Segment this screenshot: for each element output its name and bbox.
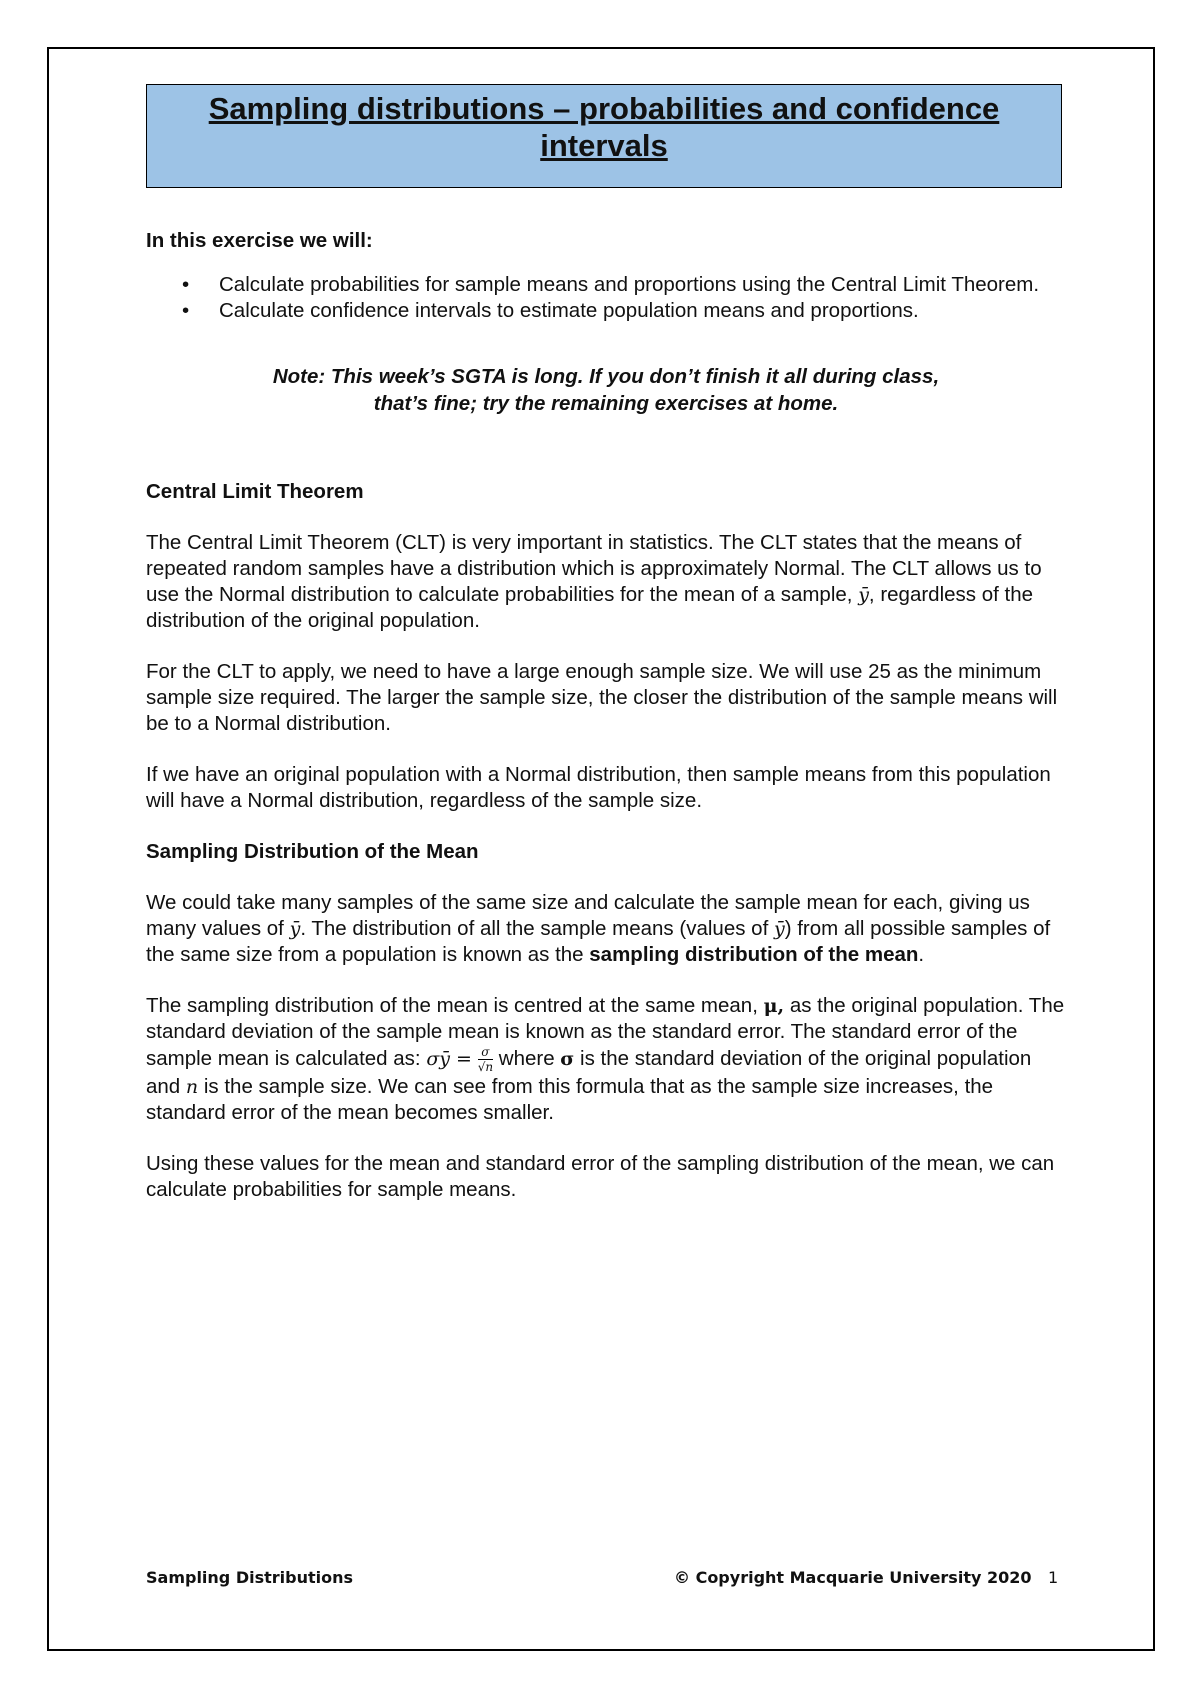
sigma-symbol: σ (560, 1047, 575, 1070)
sdm-paragraph-3: Using these values for the mean and standard error of the sampling distribution of the mean, we can calculate probabilities for sample means. (146, 1152, 1055, 1201)
sdm-paragraph-1: We could take many samples of the same size and calculate the sample mean for each, giving us many values of ȳ. The distribution of all the sample means (values of ȳ) from all possible samples of the same size from a population is known as the sampling distribution of the mean. (146, 891, 1051, 966)
content (146, 228, 1066, 1203)
sdm-heading: Sampling Distribution of the Mean (146, 840, 479, 863)
page-title: Sampling distributions – probabilities and confidence intervals (208, 91, 1000, 163)
objectives-list (146, 272, 1066, 324)
standard-error-formula-lhs: σȳ = (426, 1047, 472, 1070)
y-bar-symbol: ȳ (773, 918, 785, 940)
list-item: • Calculate confidence intervals to estimate population means and proportions. (146, 298, 1066, 324)
y-bar-symbol: ȳ (289, 918, 301, 940)
intro-heading: In this exercise we will: (146, 229, 373, 252)
clt-paragraph-1: The Central Limit Theorem (CLT) is very important in statistics. The CLT states that the means of repeated random samples have a distribution which is approximately Normal. The CLT allows us to use the Normal distribution to calculate probabilities for the mean of a sample, ȳ, regardless of the distribution of the original population. (146, 531, 1042, 632)
page-number: 1 (1048, 1568, 1059, 1587)
y-bar-symbol: ȳ (858, 584, 869, 606)
footer-left: Sampling Distributions (146, 1568, 354, 1587)
clt-paragraph-2: For the CLT to apply, we need to have a large enough sample size. We will use 25 as the minimum sample size required. The larger the sample size, the closer the distribution of the sample means will be to a Normal distribution. (146, 660, 1058, 735)
sdm-term: sampling distribution of the mean (589, 943, 919, 966)
note: Note: This week’s SGTA is long. If you don’t finish it all during class, that’s fine; try the remaining exercises at home. (272, 365, 940, 415)
clt-heading: Central Limit Theorem (146, 480, 364, 503)
footer-copyright: © Copyright Macquarie University 2020 (674, 1568, 1032, 1587)
clt-paragraph-3: If we have an original population with a Normal distribution, then sample means from this population will have a Normal distribution, regardless of the sample size. (146, 763, 1051, 812)
title-box (146, 84, 1062, 188)
n-symbol: n (185, 1076, 199, 1098)
mu-symbol: μ, (763, 995, 785, 1017)
sdm-paragraph-2: The sampling distribution of the mean is centred at the same mean, μ, as the original population. The standard deviation of the sample mean is known as the standard error. The standard error of the sample mean is calculated as: σȳ = $\frac{\sigma}{√n}$ where σ is the standard deviation of the original population and n is the sample size. We can see from this formula that as the sample size increases, the standard error of the mean becomes smaller. (146, 994, 1065, 1124)
standard-error-fraction: $\frac{\sigma}{√n}$ (477, 1045, 494, 1074)
list-item: • Calculate probabilities for sample means and proportions using the Central Limit Theorem. (146, 272, 1066, 298)
